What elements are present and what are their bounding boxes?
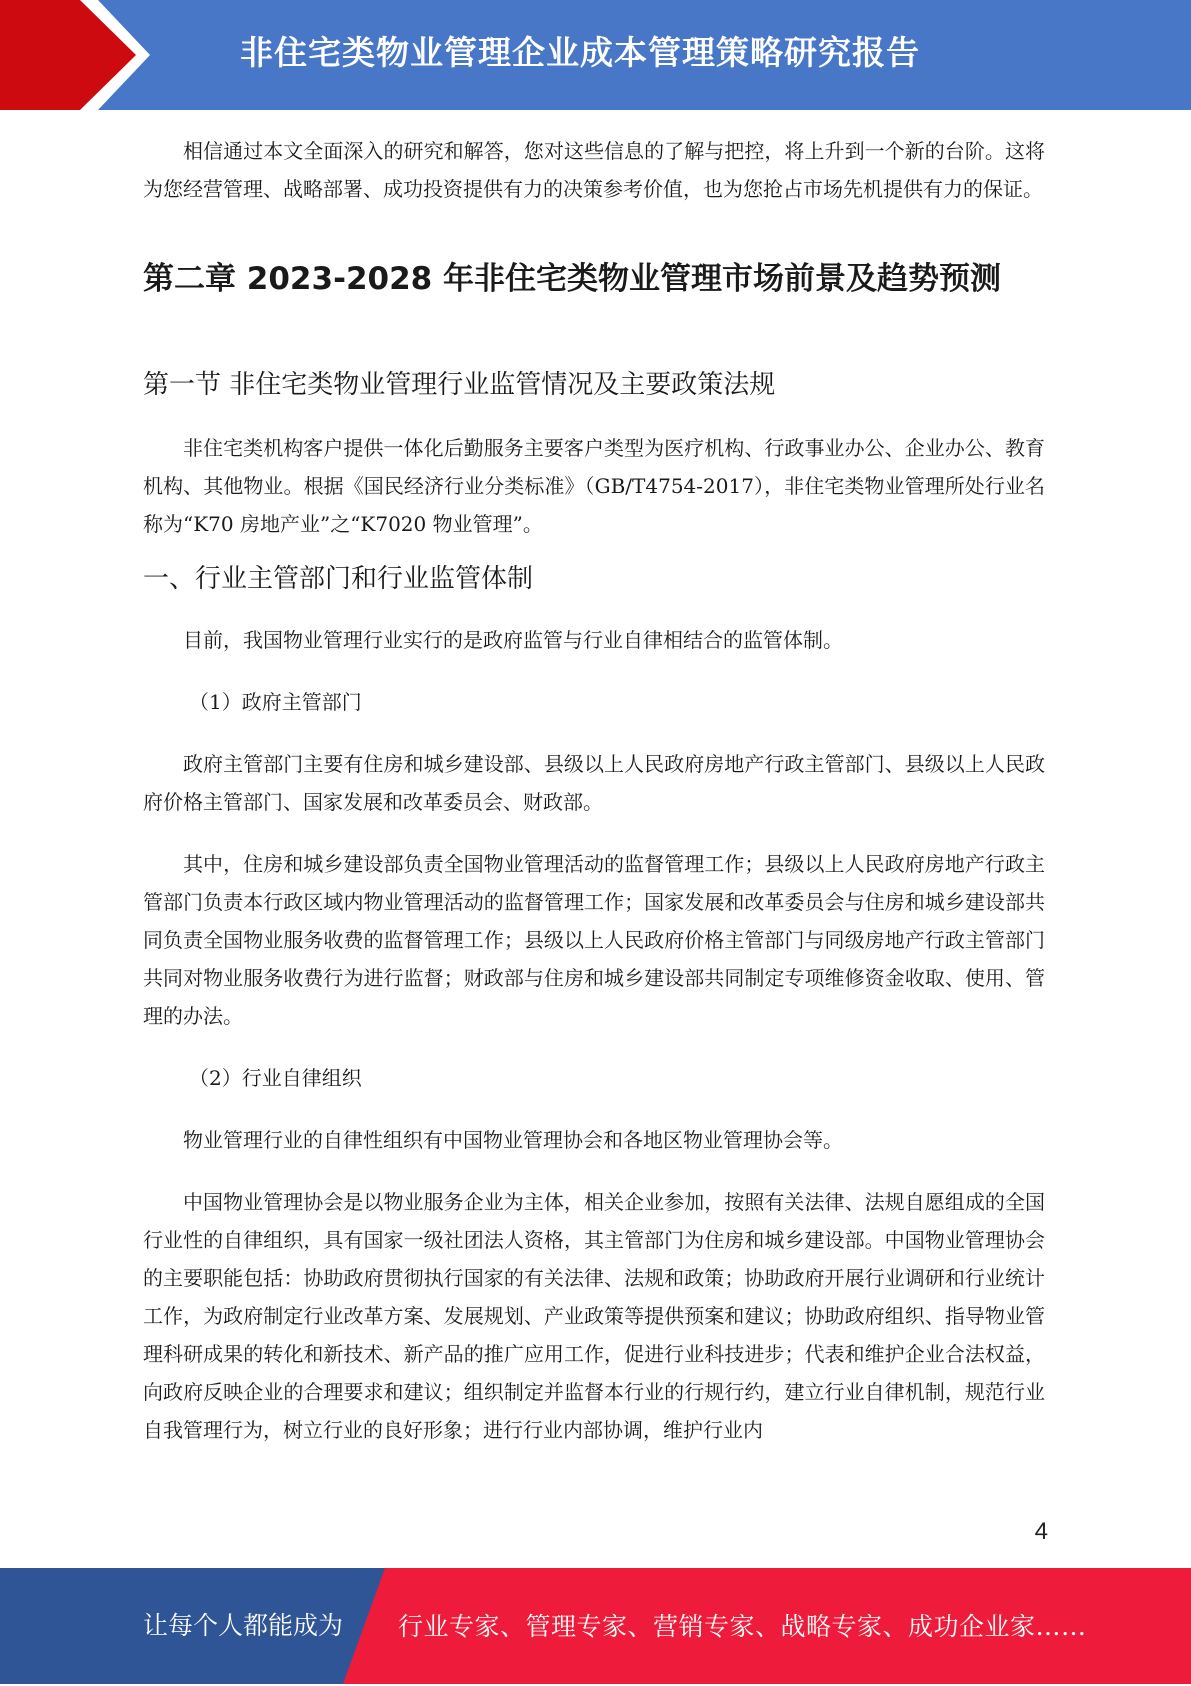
body-paragraph: 政府主管部门主要有住房和城乡建设部、县级以上人民政府房地产行政主管部门、县级以上人民政府价格主管部门、国家发展和改革委员会、财政部。 <box>143 752 1045 814</box>
list-item-heading: （1）政府主管部门 <box>189 690 362 714</box>
section-paragraph: 非住宅类机构客户提供一体化后勤服务主要客户类型为医疗机构、行政事业办公、企业办公、教育机构、其他物业。根据《国民经济行业分类标准》（GB/T4754-2017），非住宅类物业管理所处行业名称为“K70 房地产业”之“K7020 物业管理”。 <box>143 436 1045 536</box>
chapter-heading: 第二章 2023-2028 年非住宅类物业管理市场前景及趋势预测 <box>143 261 1002 297</box>
report-title: 非住宅类物业管理企业成本管理策略研究报告 <box>240 33 920 72</box>
body-paragraph: 中国物业管理协会是以物业服务企业为主体，相关企业参加，按照有关法律、法规自愿组成的全国行业性的自律组织，具有国家一级社团法人资格，其主管部门为住房和城乡建设部。中国物业管理协会的主要职能包括：协助政府贯彻执行国家的有关法律、法规和政策；协助政府开展行业调研和行业统计工作，为政府制定行业改革方案、发展规划、产业政策等提供预案和建议；协助政府组织、指导物业管理科研成果的转化和新技术、新产品的推广应用工作，促进行业科技进步；代表和维护企业合法权益，向政府反映企业的合理要求和建议；组织制定并监督本行业的行规行约，建立行业自律机制，规范行业自我管理行为，树立行业的良好形象；进行行业内部协调，维护行业内 <box>143 1190 1045 1442</box>
body-paragraph: 其中，住房和城乡建设部负责全国物业管理活动的监督管理工作；县级以上人民政府房地产行政主管部门负责本行政区域内物业管理活动的监督管理工作；国家发展和改革委员会与住房和城乡建设部共同负责全国物业服务收费的监督管理工作；县级以上人民政府价格主管部门与同级房地产行政主管部门共同对物业服务收费行为进行监督；财政部与住房和城乡建设部共同制定专项维修资金收取、使用、管理的办法。 <box>143 852 1045 1028</box>
section-heading: 第一节 非住宅类物业管理行业监管情况及主要政策法规 <box>143 370 776 400</box>
header-arrow-shape <box>0 0 136 110</box>
intro-paragraph: 相信通过本文全面深入的研究和解答，您对这些信息的了解与把控，将上升到一个新的台阶。这将为您经营管理、战略部署、成功投资提供有力的决策参考价值，也为您抢占市场先机提供有力的保证。 <box>143 139 1045 201</box>
page-number: 4 <box>1034 1518 1048 1545</box>
subsection-heading: 一、行业主管部门和行业监管体制 <box>143 564 534 594</box>
body-paragraph: 物业管理行业的自律性组织有中国物业管理协会和各地区物业管理协会等。 <box>183 1128 843 1152</box>
body-paragraph: 目前，我国物业管理行业实行的是政府监管与行业自律相结合的监管体制。 <box>183 628 843 652</box>
footer-slogan-right: 行业专家、管理专家、营销专家、战略专家、成功企业家…… <box>398 1612 1087 1641</box>
list-item-heading: （2）行业自律组织 <box>189 1066 362 1090</box>
page-footer <box>0 1568 1191 1684</box>
page-content <box>143 132 1045 1449</box>
page-header <box>0 0 1191 110</box>
footer-slogan-left: 让每个人都能成为 <box>143 1611 344 1640</box>
